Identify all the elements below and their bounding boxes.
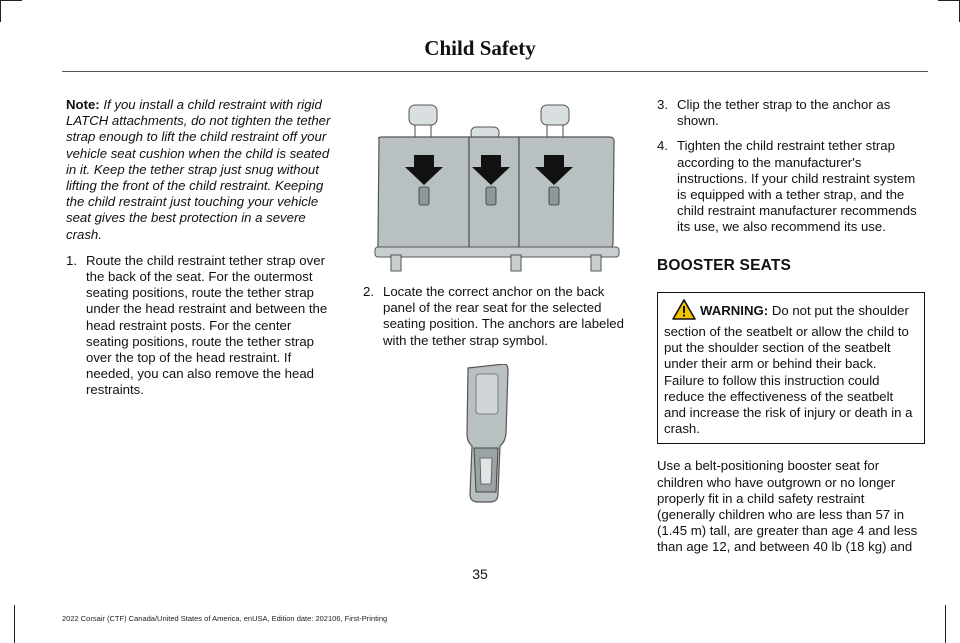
list-item [657, 97, 925, 129]
page-number: 35 [472, 566, 488, 582]
crop-mark [945, 605, 946, 643]
step-text: Clip the tether strap to the anchor as shown. [677, 97, 891, 129]
list-item [363, 284, 633, 349]
section-heading: BOOSTER SEATS [657, 256, 792, 274]
note-text: If you install a child restraint with rigid LATCH attachments, do not tighten the tether strap enough to lift the child restraint off your vehicle seat cushion when the child is seated in it. Keep the tether strap just snug without lifting the front of the child restraint. Keeping the child restraint just touching your vehicle seat gives the best protection in a severe crash. [66, 97, 331, 242]
crop-mark [0, 0, 22, 1]
right-column [657, 97, 925, 556]
warning-triangle-icon [672, 299, 696, 324]
warning-box [657, 292, 925, 445]
warning-label: WARNING: [700, 302, 769, 318]
tether-anchor-illustration [458, 364, 520, 506]
header-divider [62, 71, 928, 72]
steps-list [657, 97, 925, 236]
booster-paragraph: Use a belt-positioning booster seat for children who have outgrown or no longer properly fit in a child safety restraint (generally children who are less than 57 in (1.45 m) tall, are greater than age 4 and less than age 12, and between 40 lb (18 kg) and [657, 458, 918, 555]
note-label: Note: [66, 97, 100, 112]
list-item [66, 253, 336, 399]
crop-mark [0, 0, 1, 22]
steps-list [363, 284, 633, 349]
note-paragraph [66, 97, 336, 243]
left-column [66, 97, 336, 408]
rear-seat-tether-anchors-figure [361, 97, 633, 272]
step-number: 4. [657, 138, 668, 154]
middle-column [363, 284, 633, 358]
step-number: 2. [363, 284, 374, 299]
page-title: Child Safety [424, 36, 536, 60]
step-text: Tighten the child restraint tether strap according to the manufacturer's instructions. If your child restraint system is equipped with a tether strap, and the child restraint manufacturer recommends its use, we also recommend its use. [677, 138, 917, 235]
crop-mark [938, 0, 960, 1]
tether-anchor-figure [458, 364, 520, 506]
steps-list [66, 253, 336, 399]
step-text: Route the child restraint tether strap over the back of the seat. For the outermost seating positions, route the tether strap under the head restraint and between the head restraint posts. For the center seating positions, route the tether strap over the top of the head restraint. If needed, you can also remove the head restraints. [86, 252, 328, 398]
warning-text: Do not put the shoulder section of the seatbelt or allow the child to put the shoulder section of the seatbelt under their arm or behind their back. Failure to follow this instruction could reduce the effectiveness of the seatbelt and increase the risk of injury or death in a crash. [664, 302, 913, 437]
step-text: Locate the correct anchor on the back panel of the rear seat for the selected seating position. The anchors are labeled with the tether strap symbol. [383, 284, 624, 348]
step-number: 1. [66, 252, 77, 268]
step-number: 3. [657, 97, 668, 112]
list-item [657, 138, 925, 235]
crop-mark [14, 605, 15, 643]
rear-seat-illustration [361, 97, 633, 272]
footer-text: 2022 Corsair (CTF) Canada/United States of America, enUSA, Edition date: 202106, First-Printing [62, 614, 388, 623]
